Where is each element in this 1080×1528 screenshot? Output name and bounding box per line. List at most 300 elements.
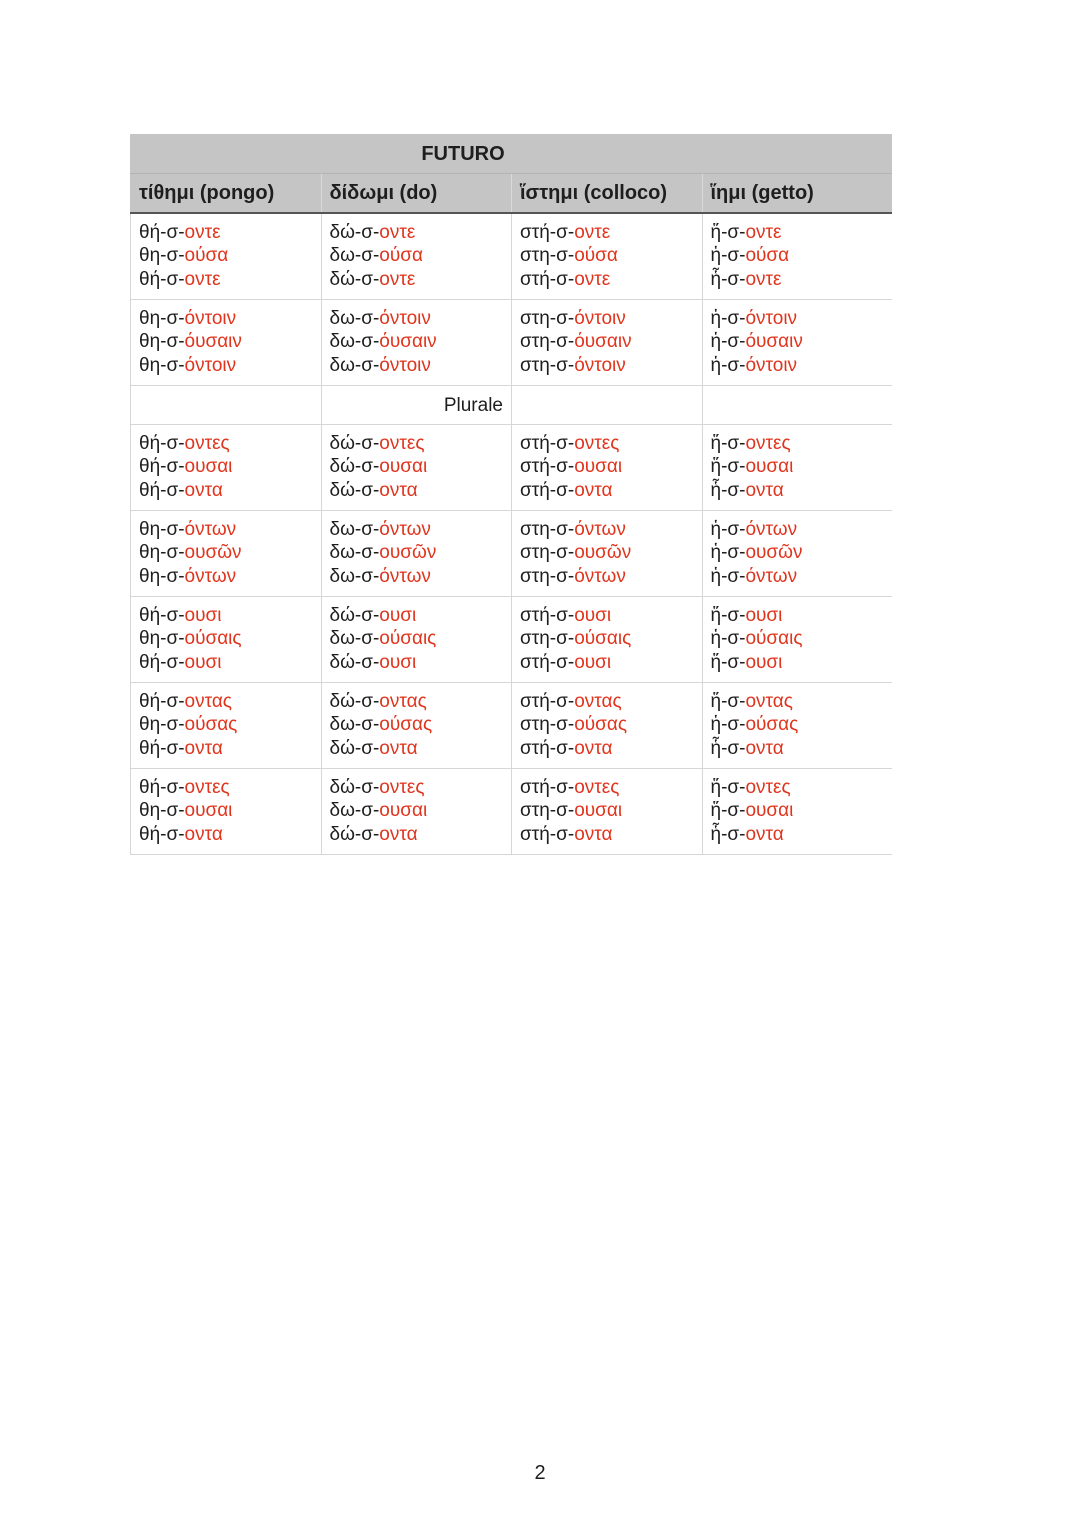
- verb-stem: δω-σ-: [329, 308, 380, 329]
- verb-ending: όντοιν: [379, 354, 431, 376]
- verb-form: [330, 799, 512, 822]
- verb-form: [330, 823, 512, 846]
- verb-stem: ἡ-σ-: [710, 542, 746, 564]
- verb-stem: στή-σ-: [520, 456, 575, 478]
- verb-stem: θη-σ-: [139, 308, 185, 329]
- verb-form: [711, 604, 893, 627]
- conjugation-table: [130, 134, 892, 855]
- verb-form: [711, 627, 893, 650]
- verb-form: [139, 776, 321, 799]
- verb-ending: οντες: [184, 777, 230, 798]
- verb-ending: οντες: [745, 777, 791, 798]
- table-cell: [702, 300, 893, 385]
- verb-ending: οντες: [574, 777, 620, 798]
- verb-stem: στή-σ-: [520, 823, 575, 845]
- verb-stem: στη-σ-: [520, 519, 575, 540]
- page-number: 2: [534, 1462, 546, 1484]
- verb-stem: θη-σ-: [139, 245, 185, 267]
- table-cell: [702, 214, 893, 299]
- table-cell: [511, 425, 702, 510]
- verb-form: [330, 268, 512, 291]
- verb-ending: οντα: [184, 737, 223, 759]
- verb-stem: θή-σ-: [139, 651, 185, 673]
- verb-form: [711, 823, 893, 846]
- verb-form: [711, 330, 893, 353]
- verb-ending: οντε: [184, 222, 221, 243]
- verb-ending: ουσαι: [379, 800, 428, 822]
- verb-ending: οντα: [574, 479, 613, 501]
- verb-stem: δω-σ-: [329, 519, 380, 540]
- verb-ending: ουσῶν: [574, 542, 632, 564]
- verb-form: [330, 541, 512, 564]
- verb-form: [711, 713, 893, 736]
- verb-stem: ἡ-σ-: [710, 245, 746, 267]
- table-cell: [702, 597, 893, 682]
- verb-stem: ἥ-σ-: [710, 456, 746, 478]
- verb-stem: ἡ-σ-: [710, 354, 746, 376]
- table-cell: [511, 597, 702, 682]
- verb-ending: οντας: [379, 691, 427, 712]
- verb-stem: θη-σ-: [139, 565, 185, 587]
- verb-stem: δω-σ-: [329, 354, 380, 376]
- verb-ending: ουσι: [574, 605, 612, 626]
- verb-form: [330, 776, 512, 799]
- verb-stem: στή-σ-: [520, 268, 575, 290]
- verb-stem: ἡ-σ-: [710, 308, 746, 329]
- verb-ending: όυσαιν: [574, 331, 632, 353]
- verb-form: [520, 354, 702, 377]
- dual-section: [130, 214, 892, 386]
- verb-stem: ἡ-σ-: [710, 331, 746, 353]
- verb-stem: ἥ-σ-: [710, 433, 746, 454]
- verb-ending: ούσαις: [745, 628, 803, 650]
- verb-ending: οντες: [379, 433, 425, 454]
- verb-form: [330, 651, 512, 674]
- verb-stem: στη-σ-: [520, 245, 575, 267]
- verb-ending: οντας: [574, 691, 622, 712]
- verb-form: [330, 307, 512, 330]
- verb-stem: στή-σ-: [520, 605, 575, 626]
- table-cell: [321, 769, 512, 854]
- verb-ending: οντε: [745, 268, 782, 290]
- verb-form: [520, 565, 702, 588]
- verb-stem: ἡ-σ-: [710, 565, 746, 587]
- verb-ending: οντε: [745, 222, 782, 243]
- verb-ending: ουσι: [745, 605, 783, 626]
- verb-stem: δω-σ-: [329, 565, 380, 587]
- verb-ending: ούσας: [574, 714, 628, 736]
- verb-ending: ούσας: [184, 714, 238, 736]
- verb-ending: ούσα: [574, 245, 618, 267]
- verb-form: [139, 799, 321, 822]
- verb-ending: ουσαι: [184, 456, 233, 478]
- verb-ending: οντες: [184, 433, 230, 454]
- verb-ending: όντων: [184, 519, 237, 540]
- verb-ending: όντοιν: [574, 308, 626, 329]
- verb-form: [711, 690, 893, 713]
- verb-form: [139, 518, 321, 541]
- verb-form: [711, 651, 893, 674]
- verb-form: [520, 604, 702, 627]
- table-cell: [511, 300, 702, 385]
- verb-stem: στή-σ-: [520, 651, 575, 673]
- verb-ending: ουσῶν: [379, 542, 437, 564]
- verb-form: [520, 776, 702, 799]
- table-cell: [702, 683, 893, 768]
- verb-ending: οντα: [574, 737, 613, 759]
- verb-ending: όντων: [574, 565, 626, 587]
- verb-ending: οντα: [745, 823, 784, 845]
- verb-stem: στη-σ-: [520, 714, 575, 736]
- verb-form: [330, 518, 512, 541]
- table-title-bar: [130, 134, 892, 174]
- verb-ending: οντα: [184, 479, 223, 501]
- verb-stem: ἥ-σ-: [710, 605, 746, 626]
- verb-stem: θη-σ-: [139, 519, 185, 540]
- plural-section: [130, 425, 892, 855]
- verb-form: [330, 354, 512, 377]
- verb-ending: ούσας: [745, 714, 799, 736]
- verb-form: [520, 268, 702, 291]
- verb-stem: θη-σ-: [139, 331, 185, 353]
- verb-form: [330, 565, 512, 588]
- verb-form: [139, 690, 321, 713]
- column-header-tithemi: τίθημι (pongo): [130, 174, 321, 212]
- table-cell: [511, 214, 702, 299]
- verb-ending: όντοιν: [574, 354, 626, 376]
- verb-stem: θη-σ-: [139, 354, 185, 376]
- verb-form: [711, 737, 893, 760]
- verb-stem: ἥ-σ-: [710, 222, 746, 243]
- verb-form: [520, 455, 702, 478]
- verb-stem: δώ-σ-: [329, 737, 380, 759]
- table-cell: [511, 683, 702, 768]
- verb-stem: ἡ-σ-: [710, 714, 746, 736]
- verb-ending: ουσι: [379, 605, 417, 626]
- verb-stem: ἥ-σ-: [710, 777, 746, 798]
- verb-stem: δώ-σ-: [329, 651, 380, 673]
- verb-ending: ουσι: [574, 651, 612, 673]
- verb-stem: στή-σ-: [520, 433, 575, 454]
- table-cell: [321, 425, 512, 510]
- verb-form: [711, 432, 893, 455]
- verb-form: [520, 221, 702, 244]
- table-cell: [130, 597, 321, 682]
- verb-ending: όντοιν: [379, 308, 431, 329]
- verb-stem: θή-σ-: [139, 605, 185, 626]
- table-title: FUTURO: [421, 143, 505, 165]
- verb-form: [139, 565, 321, 588]
- verb-ending: οντες: [574, 433, 620, 454]
- verb-ending: όντων: [379, 565, 431, 587]
- verb-stem: θη-σ-: [139, 800, 185, 822]
- verb-form: [330, 479, 512, 502]
- verb-ending: όντων: [745, 565, 798, 587]
- verb-form: [520, 432, 702, 455]
- verb-stem: δώ-σ-: [329, 605, 380, 626]
- verb-form: [520, 737, 702, 760]
- verb-ending: όντοιν: [184, 354, 237, 376]
- verb-ending: όντοιν: [184, 308, 237, 329]
- verb-form: [330, 330, 512, 353]
- table-cell: [130, 769, 321, 854]
- verb-stem: θή-σ-: [139, 456, 185, 478]
- verb-ending: ουσαι: [574, 456, 623, 478]
- verb-ending: οντα: [379, 823, 418, 845]
- verb-stem: θή-σ-: [139, 222, 185, 243]
- verb-stem: ἧ-σ-: [710, 479, 746, 501]
- verb-ending: ουσι: [184, 605, 222, 626]
- table-row: [130, 511, 892, 597]
- verb-stem: δώ-σ-: [329, 691, 380, 712]
- verb-ending: οντε: [379, 268, 416, 290]
- verb-stem: θή-σ-: [139, 479, 185, 501]
- table-row: [130, 214, 892, 300]
- verb-form: [139, 627, 321, 650]
- verb-stem: θη-σ-: [139, 542, 185, 564]
- section-label-row: [130, 386, 892, 425]
- verb-ending: ούσα: [379, 245, 423, 267]
- verb-ending: ούσα: [745, 245, 790, 267]
- verb-ending: ουσαι: [184, 800, 233, 822]
- verb-ending: όντων: [574, 519, 626, 540]
- verb-form: [520, 690, 702, 713]
- verb-stem: δώ-σ-: [329, 479, 380, 501]
- plural-label: Plurale: [321, 386, 512, 424]
- verb-form: [711, 565, 893, 588]
- verb-stem: θη-σ-: [139, 714, 185, 736]
- verb-form: [139, 541, 321, 564]
- table-row: [130, 683, 892, 769]
- verb-stem: δω-σ-: [329, 331, 380, 353]
- table-row: [130, 425, 892, 511]
- empty-cell: [130, 386, 321, 424]
- verb-ending: όντοιν: [745, 354, 798, 376]
- verb-form: [330, 455, 512, 478]
- verb-form: [139, 479, 321, 502]
- table-cell: [130, 683, 321, 768]
- verb-form: [139, 244, 321, 267]
- verb-ending: ούσας: [379, 714, 433, 736]
- verb-form: [139, 651, 321, 674]
- column-header-didomi: δίδωμι (do): [321, 174, 512, 212]
- verb-ending: οντε: [574, 222, 611, 243]
- verb-form: [330, 221, 512, 244]
- verb-ending: ουσι: [379, 651, 417, 673]
- verb-stem: δω-σ-: [329, 628, 380, 650]
- verb-form: [139, 221, 321, 244]
- verb-form: [139, 307, 321, 330]
- verb-stem: θή-σ-: [139, 823, 185, 845]
- verb-form: [711, 268, 893, 291]
- verb-ending: ουσαι: [379, 456, 428, 478]
- verb-ending: οντα: [379, 737, 418, 759]
- verb-form: [520, 307, 702, 330]
- verb-stem: στη-σ-: [520, 628, 575, 650]
- verb-form: [520, 479, 702, 502]
- table-row: [130, 300, 892, 386]
- verb-form: [711, 455, 893, 478]
- verb-stem: στή-σ-: [520, 777, 575, 798]
- table-cell: [130, 511, 321, 596]
- verb-stem: ἧ-σ-: [710, 823, 746, 845]
- verb-stem: ἥ-σ-: [710, 691, 746, 712]
- verb-stem: ἥ-σ-: [710, 651, 746, 673]
- table-cell: [321, 300, 512, 385]
- table-cell: [321, 511, 512, 596]
- verb-form: [711, 799, 893, 822]
- table-cell: [130, 300, 321, 385]
- verb-ending: οντες: [745, 433, 791, 454]
- verb-stem: δώ-σ-: [329, 268, 380, 290]
- verb-stem: θή-σ-: [139, 433, 185, 454]
- column-header-histemi: ἵστημι (colloco): [511, 174, 702, 212]
- verb-ending: οντα: [574, 823, 613, 845]
- verb-stem: δω-σ-: [329, 800, 380, 822]
- verb-ending: οντα: [745, 737, 784, 759]
- verb-form: [520, 330, 702, 353]
- verb-stem: ἧ-σ-: [710, 737, 746, 759]
- verb-ending: όντων: [745, 519, 798, 540]
- verb-form: [330, 432, 512, 455]
- verb-stem: θή-σ-: [139, 737, 185, 759]
- verb-ending: όυσαιν: [379, 331, 437, 353]
- verb-form: [520, 651, 702, 674]
- verb-stem: στή-σ-: [520, 737, 575, 759]
- verb-form: [520, 244, 702, 267]
- verb-form: [330, 244, 512, 267]
- verb-ending: ουσῶν: [745, 542, 803, 564]
- verb-ending: οντε: [574, 268, 611, 290]
- verb-ending: ούσα: [184, 245, 229, 267]
- table-cell: [511, 769, 702, 854]
- column-header-hiemi: ἵημι (getto): [702, 174, 893, 212]
- verb-form: [520, 823, 702, 846]
- verb-ending: όντων: [184, 565, 237, 587]
- verb-ending: οντε: [379, 222, 416, 243]
- table-row: [130, 769, 892, 855]
- verb-form: [139, 354, 321, 377]
- verb-stem: ἡ-σ-: [710, 628, 746, 650]
- verb-stem: δώ-σ-: [329, 823, 380, 845]
- verb-ending: όντων: [379, 519, 431, 540]
- verb-ending: ουσι: [184, 651, 222, 673]
- empty-cell: [511, 386, 702, 424]
- verb-ending: ουσῶν: [184, 542, 242, 564]
- verb-form: [139, 268, 321, 291]
- verb-ending: όυσαιν: [184, 331, 242, 353]
- verb-stem: στη-σ-: [520, 542, 575, 564]
- verb-form: [139, 432, 321, 455]
- verb-form: [711, 221, 893, 244]
- verb-stem: δώ-σ-: [329, 433, 380, 454]
- table-cell: [511, 511, 702, 596]
- verb-form: [520, 541, 702, 564]
- verb-stem: δω-σ-: [329, 542, 380, 564]
- verb-stem: στή-σ-: [520, 479, 575, 501]
- verb-form: [520, 518, 702, 541]
- table-cell: [130, 425, 321, 510]
- verb-stem: ἡ-σ-: [710, 519, 746, 540]
- table-cell: [702, 425, 893, 510]
- table-cell: [321, 214, 512, 299]
- verb-stem: στη-σ-: [520, 354, 575, 376]
- verb-form: [711, 776, 893, 799]
- verb-ending: ουσι: [745, 651, 783, 673]
- verb-ending: ούσαις: [379, 628, 437, 650]
- verb-stem: θή-σ-: [139, 268, 185, 290]
- verb-form: [711, 541, 893, 564]
- verb-form: [139, 604, 321, 627]
- verb-stem: στη-σ-: [520, 565, 575, 587]
- verb-stem: στη-σ-: [520, 800, 575, 822]
- table-cell: [321, 683, 512, 768]
- verb-stem: δω-σ-: [329, 714, 380, 736]
- verb-form: [711, 244, 893, 267]
- verb-form: [330, 690, 512, 713]
- verb-stem: θή-σ-: [139, 691, 185, 712]
- empty-cell: [702, 386, 893, 424]
- verb-stem: δώ-σ-: [329, 222, 380, 243]
- table-row: [130, 597, 892, 683]
- verb-stem: στη-σ-: [520, 308, 575, 329]
- verb-ending: οντες: [379, 777, 425, 798]
- verb-ending: ούσαις: [184, 628, 242, 650]
- verb-ending: ουσαι: [745, 456, 794, 478]
- verb-stem: δώ-σ-: [329, 777, 380, 798]
- verb-stem: θη-σ-: [139, 628, 185, 650]
- verb-stem: ἧ-σ-: [710, 268, 746, 290]
- verb-form: [520, 627, 702, 650]
- verb-stem: δω-σ-: [329, 245, 380, 267]
- verb-form: [711, 354, 893, 377]
- verb-ending: οντας: [745, 691, 793, 712]
- verb-ending: οντας: [184, 691, 232, 712]
- verb-form: [330, 627, 512, 650]
- verb-ending: ούσαις: [574, 628, 632, 650]
- verb-ending: όυσαιν: [745, 331, 803, 353]
- verb-form: [330, 604, 512, 627]
- verb-stem: στή-σ-: [520, 691, 575, 712]
- verb-form: [711, 307, 893, 330]
- table-cell: [321, 597, 512, 682]
- verb-ending: οντα: [379, 479, 418, 501]
- verb-form: [711, 479, 893, 502]
- verb-form: [139, 737, 321, 760]
- verb-stem: δώ-σ-: [329, 456, 380, 478]
- verb-ending: όντοιν: [745, 308, 798, 329]
- verb-ending: οντα: [745, 479, 784, 501]
- verb-form: [330, 713, 512, 736]
- verb-stem: ἥ-σ-: [710, 800, 746, 822]
- verb-ending: οντα: [184, 823, 223, 845]
- verb-form: [139, 330, 321, 353]
- table-cell: [130, 214, 321, 299]
- table-cell: [702, 769, 893, 854]
- verb-ending: οντε: [184, 268, 221, 290]
- verb-stem: θή-σ-: [139, 777, 185, 798]
- verb-ending: ουσαι: [745, 800, 794, 822]
- verb-form: [711, 518, 893, 541]
- verb-stem: στή-σ-: [520, 222, 575, 243]
- verb-form: [520, 713, 702, 736]
- table-cell: [702, 511, 893, 596]
- verb-form: [139, 455, 321, 478]
- verb-ending: ουσαι: [574, 800, 623, 822]
- verb-form: [139, 713, 321, 736]
- table-header-row: [130, 174, 892, 214]
- verb-form: [330, 737, 512, 760]
